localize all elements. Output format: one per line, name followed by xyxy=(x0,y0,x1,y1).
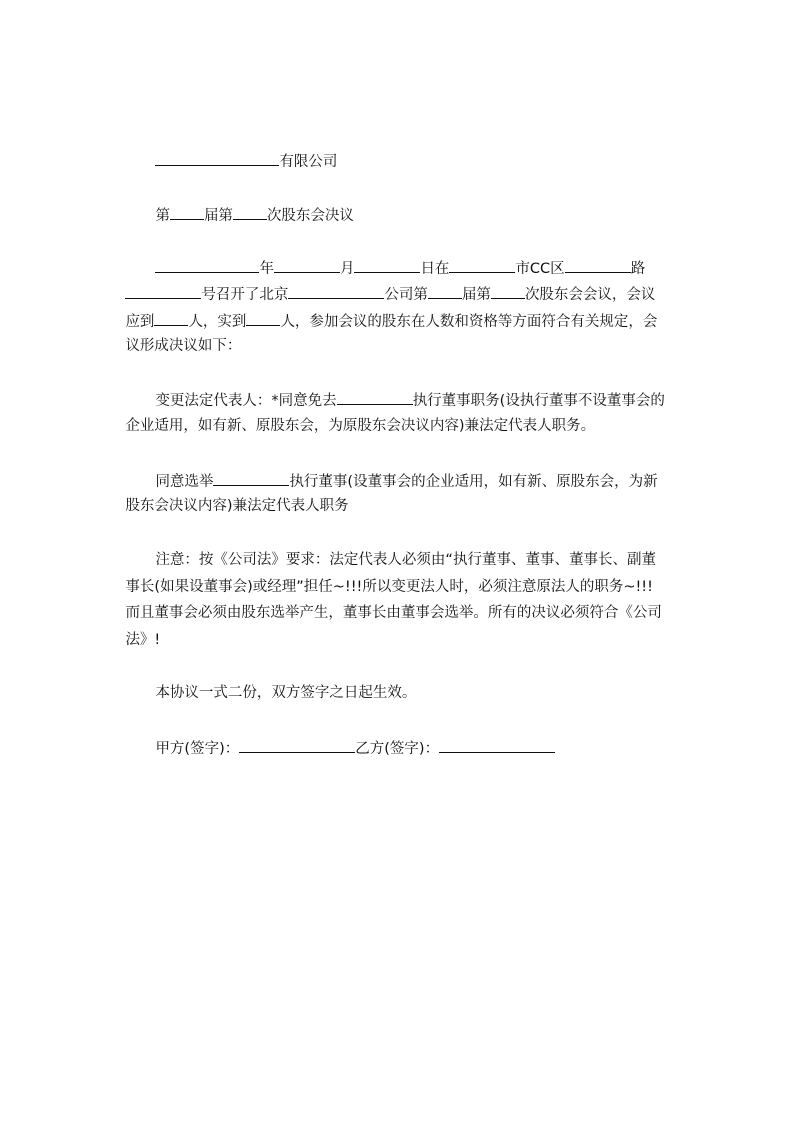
signature-line xyxy=(137,717,555,779)
meeting-year-label: 年 xyxy=(259,261,274,277)
session-number-blank[interactable] xyxy=(170,204,204,220)
meeting-no-label: 号召开了北京 xyxy=(201,287,289,303)
change-rep-text-a: 变更法定代表人：*同意免去 xyxy=(155,393,337,409)
session-title-part1: 第 xyxy=(155,208,170,224)
effect-line xyxy=(137,663,416,723)
session-title-part2: 届第 xyxy=(203,208,233,224)
actual-attend-blank[interactable] xyxy=(246,310,280,326)
elect-text-b: 执行董事(设董事会的企业适用，如有新、原股东会，为新 xyxy=(289,474,658,490)
company-line xyxy=(137,130,337,192)
elect-text-a: 同意选举 xyxy=(155,474,214,490)
meeting-number-blank[interactable] xyxy=(233,204,267,220)
elect-line-2 xyxy=(107,476,349,536)
meeting-should-label: 应到 xyxy=(125,314,155,330)
party-b-signature-blank[interactable] xyxy=(439,737,555,753)
change-rep-text-b: 执行董事职务(设执行董事不设董事会的 xyxy=(412,393,665,409)
note-line-4-text: 法》! xyxy=(125,632,161,648)
company-suffix: 有限公司 xyxy=(279,154,338,170)
party-a-signature-blank[interactable] xyxy=(239,737,355,753)
session-title-part3: 次股东会决议 xyxy=(266,208,354,224)
note-line-3-text: 而且董事会必须由股东选举产生，董事长由董事会选举。所有的决议必须符合《公司 xyxy=(125,605,662,621)
effect-text: 本协议一式二份，双方签字之日起生效。 xyxy=(155,685,417,701)
meeting-company-label: 公司第 xyxy=(384,287,428,303)
company-name-blank[interactable] xyxy=(155,150,279,166)
note-line-2-text: 事长(如果设董事会)或经理”担任~!!!所以变更法人时，必须注意原法人的职务~!!! xyxy=(125,579,653,595)
meeting-line-4 xyxy=(107,316,241,376)
meeting-line-3-rest: 人，参加会议的股东在人数和资格等方面符合有关规定，会 xyxy=(280,314,658,330)
note-line-4 xyxy=(107,610,160,670)
party-a-label: 甲方(签字)： xyxy=(155,741,240,757)
meeting-session-label: 届第 xyxy=(461,287,491,303)
change-rep-line-2 xyxy=(107,396,595,456)
meeting-month-label: 月 xyxy=(339,261,355,277)
note-line-1-text: 注意：按《公司法》要求：法定代表人必须由“执行董事、董事、董事长、副董 xyxy=(155,552,656,568)
note-line-3 xyxy=(107,583,662,643)
party-b-label: 乙方(签字)： xyxy=(355,741,440,757)
meeting-meeting-label: 次股东会会议，会议 xyxy=(524,287,656,303)
meeting-city-label: 市CC区 xyxy=(515,261,565,277)
elect-line-2-text: 股东会决议内容)兼法定代表人职务 xyxy=(125,498,349,514)
change-rep-line-2-text: 企业适用，如有新、原股东会，为原股东会决议内容)兼法定代表人职务。 xyxy=(125,418,596,434)
meeting-line-4-text: 议形成决议如下： xyxy=(125,338,242,354)
meeting-road-label: 路 xyxy=(630,261,646,277)
meeting-day-label: 日在 xyxy=(420,261,450,277)
meeting-actual-label: 人，实到 xyxy=(188,314,247,330)
